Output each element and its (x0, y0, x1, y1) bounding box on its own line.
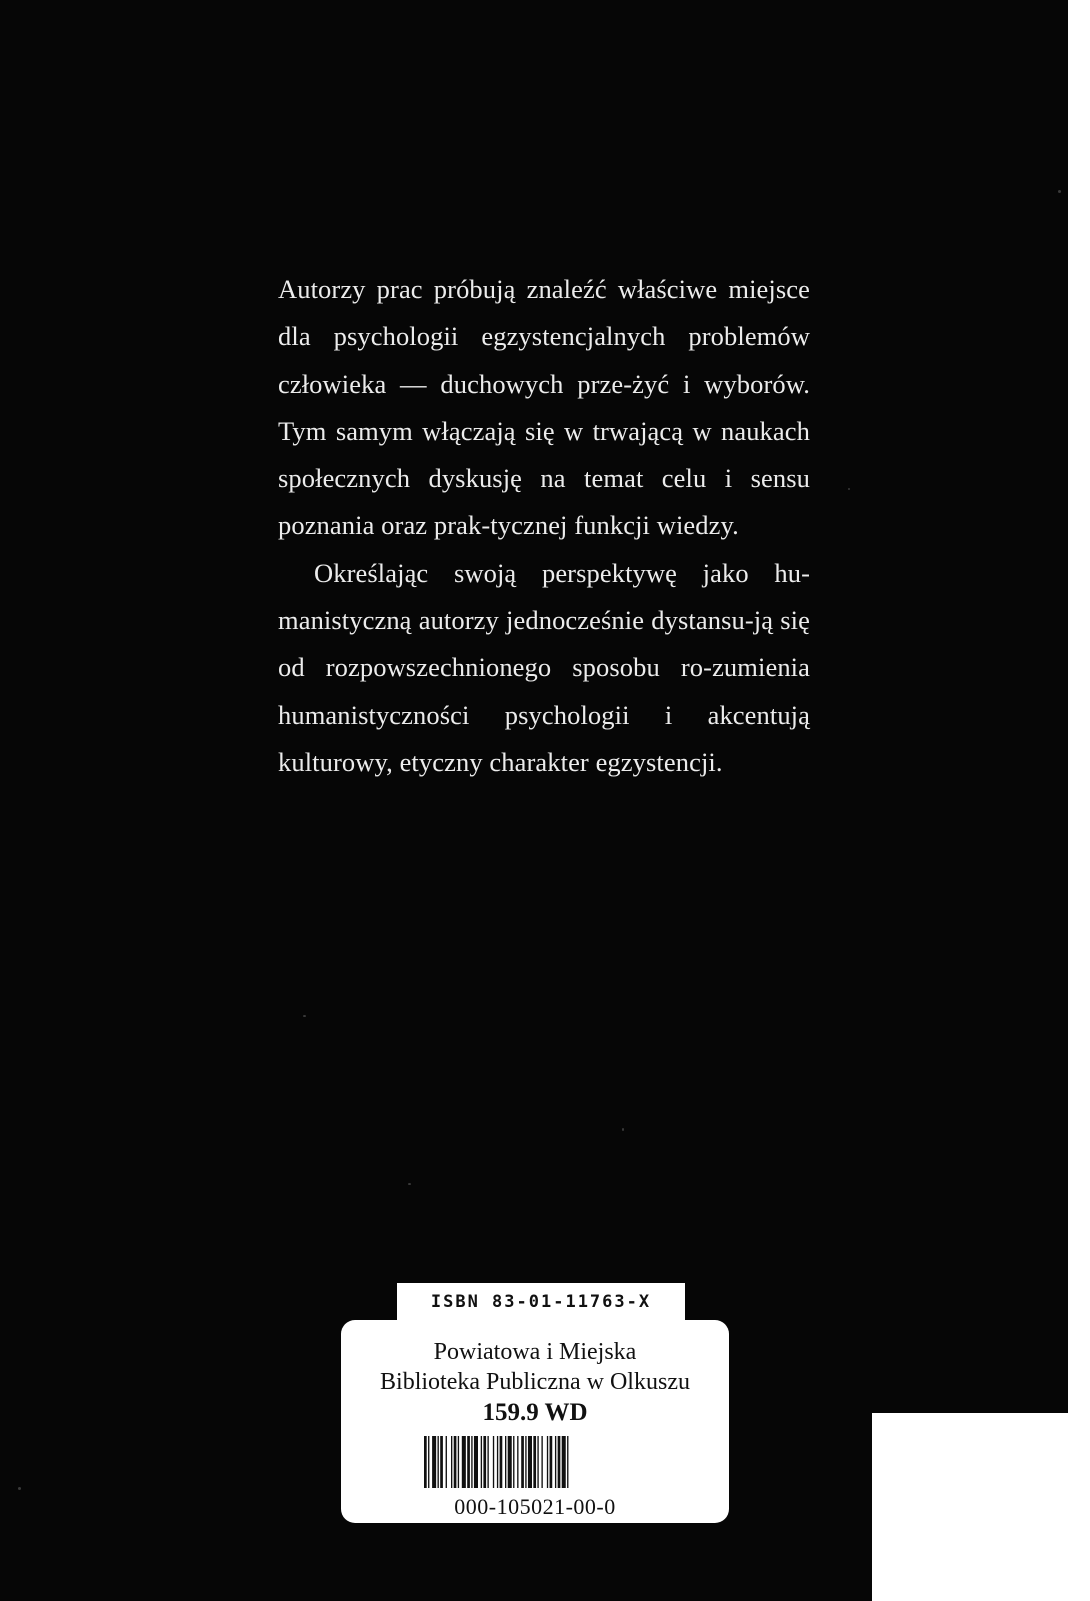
blurb-paragraph-2: Określając swoją perspektywę jako hu-manistyczną autorzy jednocześnie dystansu-ją się od rozpowszechnionego sposobu ro-zumienia humanistyczności psychologii i akcentują kulturowy, etyczny charakter egzystencji. (278, 557, 810, 777)
barcode-bar (454, 1436, 457, 1488)
barcode-bar (513, 1436, 514, 1488)
call-number: 159.9 WD (482, 1399, 588, 1426)
scan-speck (303, 1015, 306, 1017)
barcode-bar (547, 1436, 548, 1488)
barcode-bar (517, 1436, 518, 1488)
isbn-label: ISBN 83-01-11763-X (397, 1283, 685, 1321)
library-name-line-1: Powiatowa i Miejska (433, 1339, 637, 1365)
scan-speck (18, 1487, 21, 1490)
barcode-bar (567, 1436, 568, 1488)
barcode-bar (541, 1436, 542, 1488)
barcode-bar (424, 1436, 427, 1488)
barcode (422, 1436, 648, 1488)
barcode-bar (505, 1436, 506, 1488)
barcode-bar (528, 1436, 532, 1488)
barcode-bar (462, 1436, 466, 1488)
scan-margin (872, 1413, 1090, 1601)
barcode-bar (508, 1436, 512, 1488)
barcode-bar (440, 1436, 443, 1488)
barcode-bar (537, 1436, 538, 1488)
barcode-bar (432, 1436, 436, 1488)
barcode-bar (500, 1436, 503, 1488)
barcode-bar (533, 1436, 536, 1488)
barcode-bar (467, 1436, 470, 1488)
barcode-bar (487, 1436, 488, 1488)
library-name-line-2: Biblioteka Publiczna w Olkuszu (380, 1369, 690, 1395)
barcode-number: 000-105021-00-0 (454, 1494, 616, 1519)
barcode-bar (558, 1436, 561, 1488)
scan-speck (848, 488, 850, 490)
scan-speck (408, 1183, 411, 1185)
barcode-bar (550, 1436, 553, 1488)
barcode-bar (446, 1436, 447, 1488)
barcode-bar (458, 1436, 459, 1488)
barcode-bar (474, 1436, 478, 1488)
barcode-bar (497, 1436, 498, 1488)
barcode-bar (483, 1436, 486, 1488)
barcode-bar (493, 1436, 494, 1488)
blurb-paragraph-1: Autorzy prac próbują znaleźć właściwe miejsce dla psychologii egzystencjalnych problemów człowieka — duchowych prze-żyć i wyborów. Tym samym włączają się w trwającą w naukach społecznych dyskusję na temat celu i sensu poznania oraz prak-tycznej funkcji wiedzy. (278, 274, 810, 541)
scan-speck (622, 1128, 624, 1131)
barcode-bar (471, 1436, 472, 1488)
barcode-bar (525, 1436, 526, 1488)
barcode-bar (451, 1436, 452, 1488)
cover-blurb (278, 266, 810, 786)
barcode-bar (562, 1436, 566, 1488)
barcode-bar (555, 1436, 556, 1488)
scan-speck (1058, 190, 1061, 193)
barcode-bar (481, 1436, 482, 1488)
barcode-bar (521, 1436, 524, 1488)
barcode-bar (428, 1436, 429, 1488)
library-sticker (341, 1320, 729, 1523)
barcode-bar (438, 1436, 439, 1488)
